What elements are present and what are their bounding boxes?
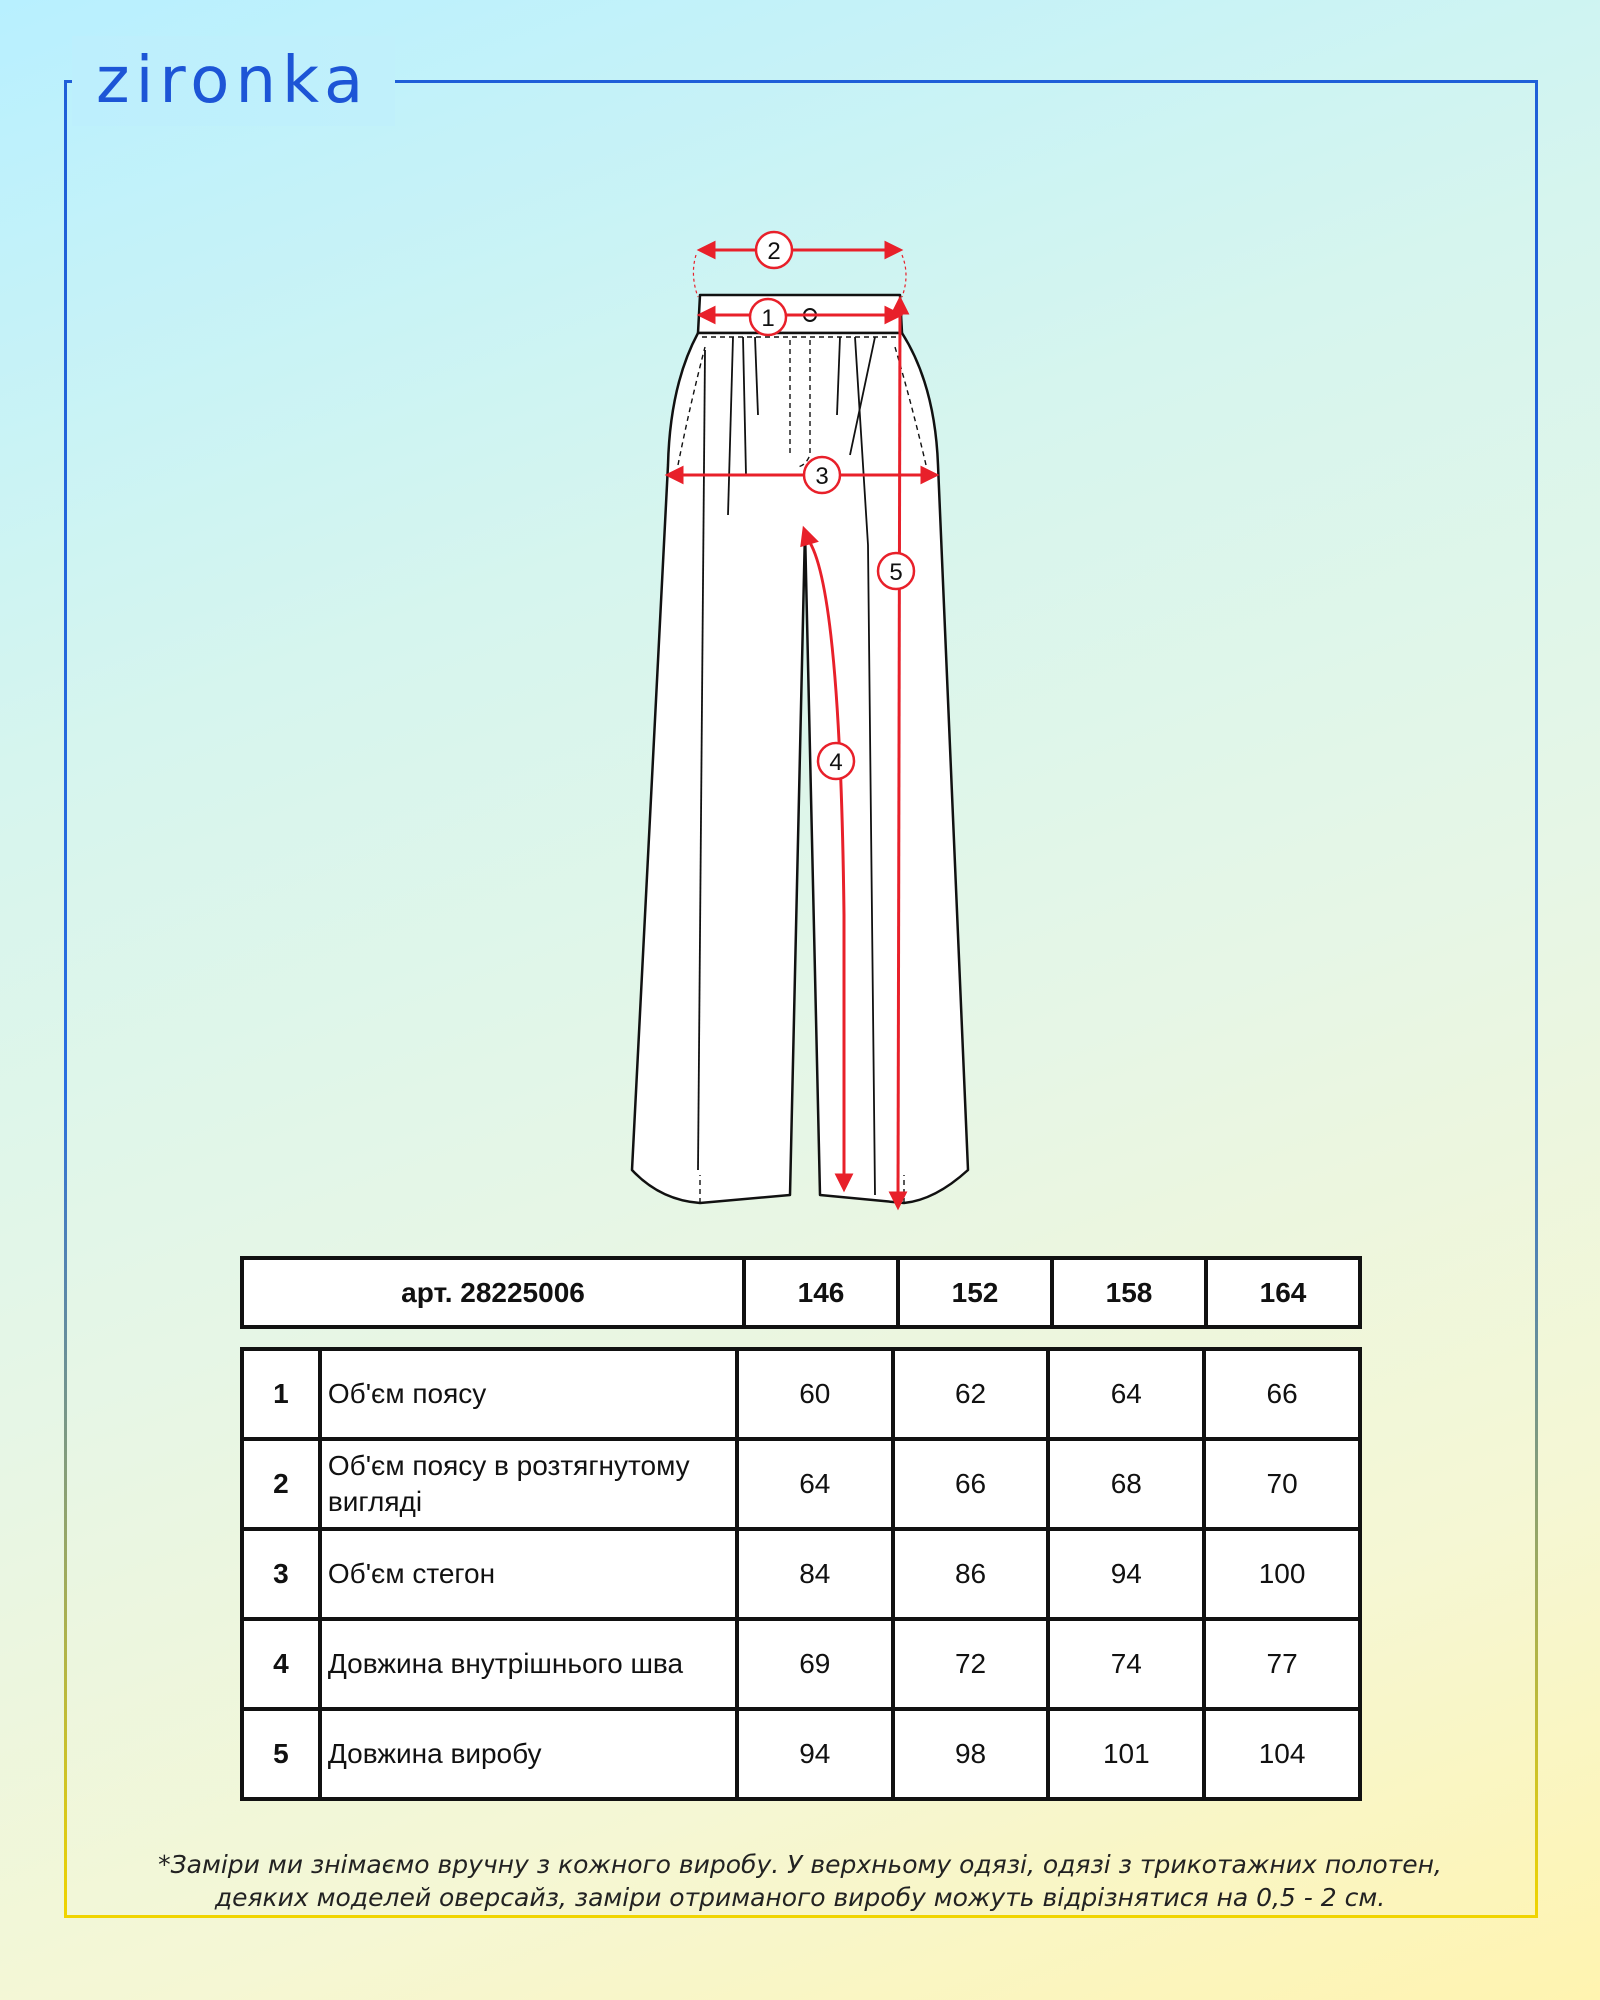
marker-label-3: 3 xyxy=(815,463,829,490)
article-number: арт. 28225006 xyxy=(242,1258,744,1327)
pants-measurement-diagram xyxy=(600,215,1000,1215)
size-158: 158 xyxy=(1052,1258,1206,1327)
row-label: Об'єм поясу в розтягнутому вигляді xyxy=(327,1450,690,1517)
row-label: Об'єм поясу xyxy=(327,1378,487,1409)
row-label: Довжина виробу xyxy=(327,1738,542,1769)
size-header-table xyxy=(240,1256,1362,1329)
measurement-footnote xyxy=(80,1848,1520,1914)
table-row: 5 Довжина виробу 94 98 101 104 xyxy=(242,1709,1360,1799)
brand-logo: zironka xyxy=(72,36,395,126)
marker-label-2: 2 xyxy=(767,238,781,265)
marker-label-5: 5 xyxy=(889,559,903,586)
marker-label-1: 1 xyxy=(761,305,775,332)
size-measurements-table xyxy=(240,1347,1362,1801)
table-row: 4 Довжина внутрішнього шва 69 72 74 77 xyxy=(242,1619,1360,1709)
pants-outline xyxy=(632,333,968,1203)
footnote-line-2: деяких моделей оверсайз, заміри отриманого виробу можуть відрізнятися на 0,5 - 2 см. xyxy=(214,1883,1386,1912)
marker-label-4: 4 xyxy=(829,749,843,776)
row-label: Об'єм стегон xyxy=(327,1558,496,1589)
table-row: 2 Об'єм поясу в розтягнутому вигляді 64 66 68 70 xyxy=(242,1439,1360,1529)
size-152: 152 xyxy=(898,1258,1052,1327)
footnote-line-1: *Заміри ми знімаємо вручну з кожного виробу. У верхньому одязі, одязі з трикотажних полотен, xyxy=(158,1850,1442,1879)
table-row: 3 Об'єм стегон 84 86 94 100 xyxy=(242,1529,1360,1619)
size-164: 164 xyxy=(1206,1258,1360,1327)
size-146: 146 xyxy=(744,1258,898,1327)
row-label: Довжина внутрішнього шва xyxy=(327,1648,684,1679)
table-row: 1 Об'єм поясу 60 62 64 66 xyxy=(242,1349,1360,1439)
